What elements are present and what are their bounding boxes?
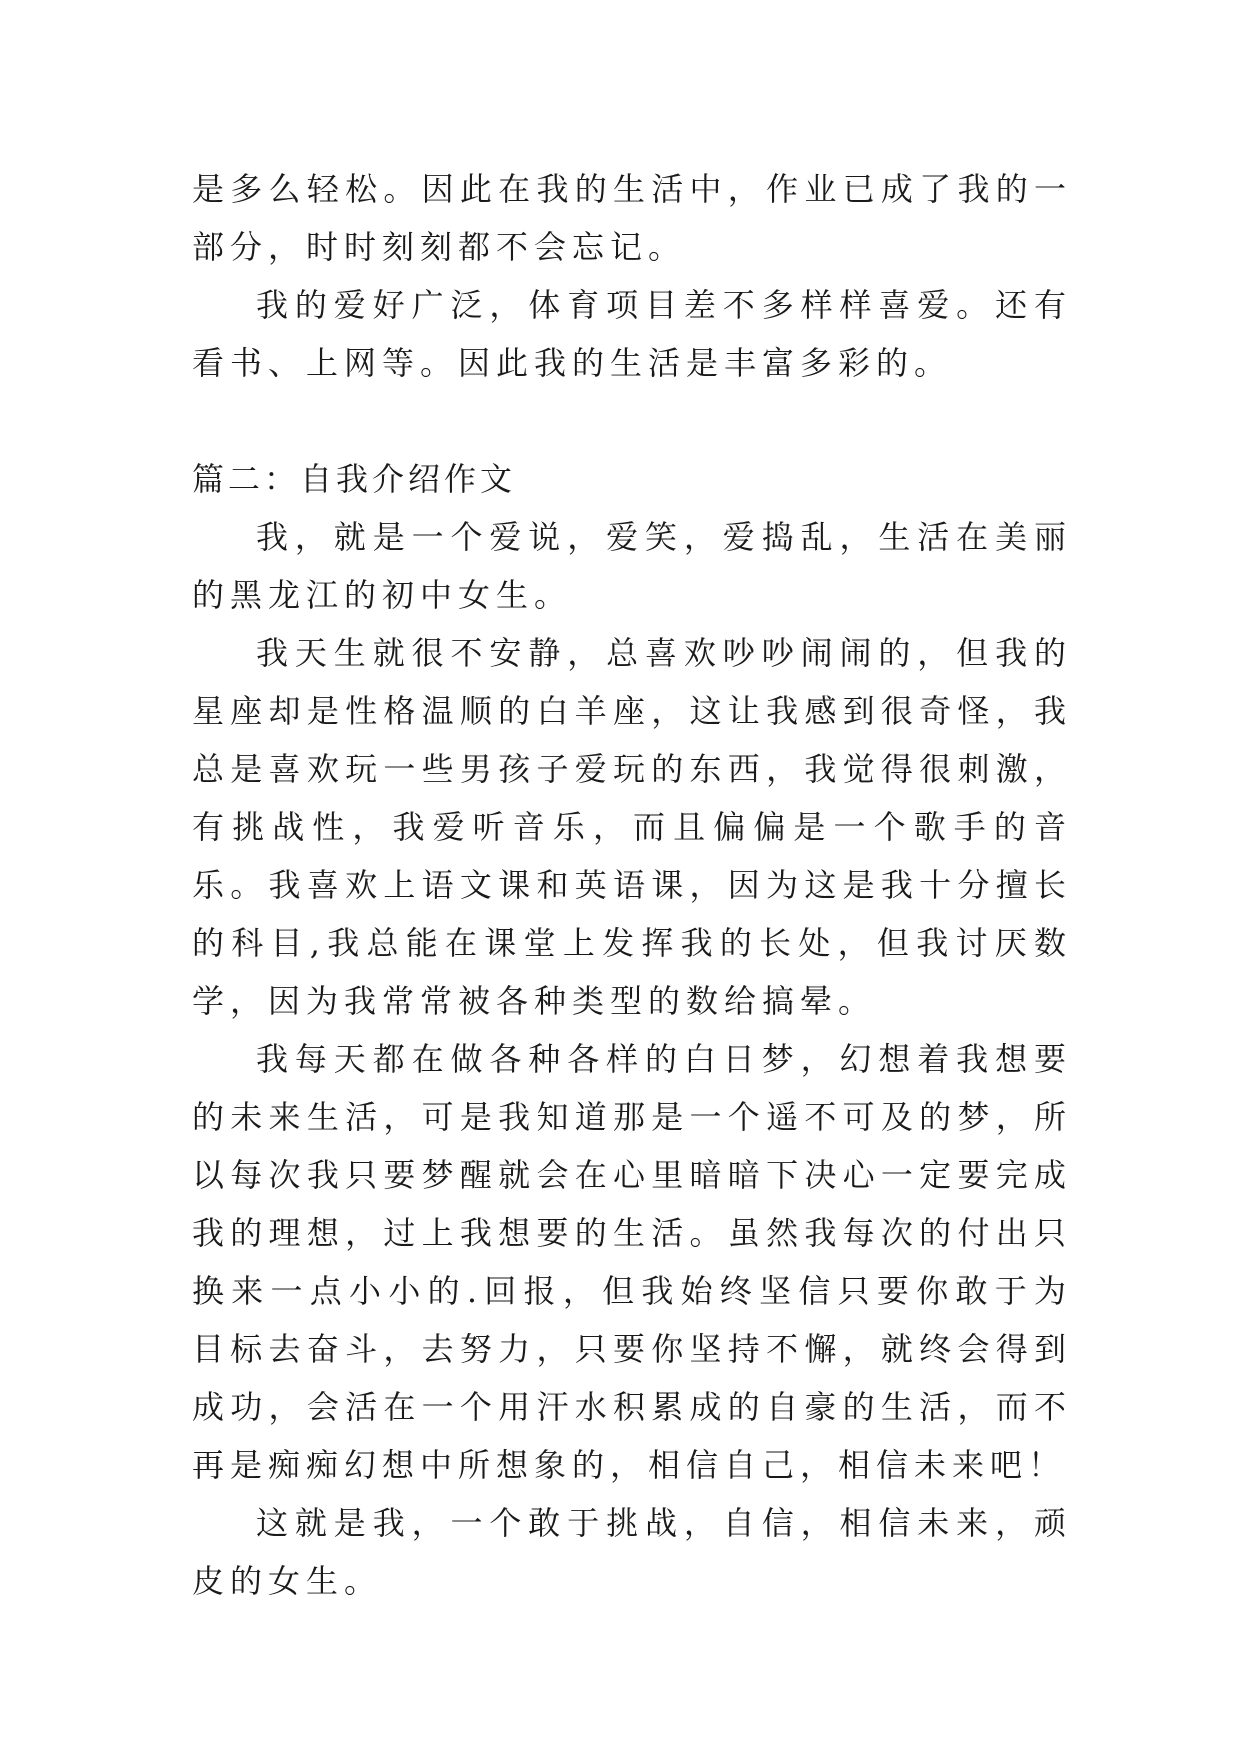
paragraph-continued: 是多么轻松。因此在我的生活中，作业已成了我的一部分，时时刻刻都不会忘记。 (192, 170, 1072, 266)
paragraph-intro: 我，就是一个爱说，爱笑，爱捣乱，生活在美丽的黑龙江的初中女生。 (192, 518, 1072, 614)
section-spacer (192, 392, 1072, 450)
paragraph-conclusion: 这就是我，一个敢于挑战，自信，相信未来，顽皮的女生。 (192, 1504, 1072, 1600)
paragraph-hobbies: 我的爱好广泛，体育项目差不多样样喜爱。还有看书、上网等。因此我的生活是丰富多彩的。 (192, 286, 1072, 382)
document-body (192, 160, 1072, 1610)
paragraph-personality: 我天生就很不安静，总喜欢吵吵闹闹的，但我的星座却是性格温顺的白羊座，这让我感到很奇怪，我总是喜欢玩一些男孩子爱玩的东西，我觉得很刺激，有挑战性，我爱听音乐，而且偏偏是一个歌手的音乐。我喜欢上语文课和英语课，因为这是我十分擅长的科目,我总能在课堂上发挥我的长处，但我讨厌数学，因为我常常被各种类型的数给搞晕。 (192, 634, 1072, 1020)
section-title: 篇二：自我介绍作文 (192, 460, 517, 498)
paragraph-dreams: 我每天都在做各种各样的白日梦，幻想着我想要的未来生活，可是我知道那是一个遥不可及的梦，所以每次我只要梦醒就会在心里暗暗下决心一定要完成我的理想，过上我想要的生活。虽然我每次的付出只换来一点小小的.回报，但我始终坚信只要你敢于为目标去奋斗，去努力，只要你坚持不懈，就终会得到成功，会活在一个用汗水积累成的自豪的生活，而不再是痴痴幻想中所想象的，相信自己，相信未来吧！ (192, 1040, 1072, 1484)
